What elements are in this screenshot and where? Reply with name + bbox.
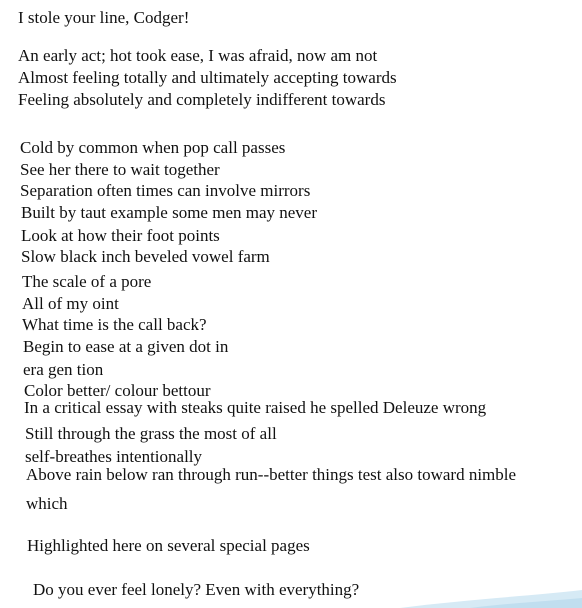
poem-title: I stole your line, Codger!: [18, 8, 190, 27]
poem-line: What time is the call back?: [22, 315, 207, 334]
poem-line: In a critical essay with steaks quite raised he spelled Deleuze wrong: [24, 398, 487, 417]
poem-line: An early act; hot took ease, I was afraid, now am not: [18, 46, 378, 65]
poem-line: Built by taut example some men may never: [21, 203, 318, 222]
poem-line: self-breathes intentionally: [25, 447, 203, 466]
poem-line: Highlighted here on several special pages: [27, 536, 310, 555]
poem-line: Color better/ colour bettour: [24, 381, 211, 400]
poem-line: era gen tion: [23, 360, 104, 379]
poem-line: Feeling absolutely and completely indifferent towards: [18, 90, 386, 109]
poem-line: See her there to wait together: [20, 160, 220, 179]
poem-line: Slow black inch beveled vowel farm: [21, 247, 270, 266]
poem-line: The scale of a pore: [22, 272, 152, 291]
poem-line: Begin to ease at a given dot in: [23, 337, 229, 356]
poem-line: Look at how their foot points: [21, 226, 220, 245]
poem-line: Do you ever feel lonely? Even with everything?: [33, 580, 360, 599]
poem-line: which: [26, 494, 68, 513]
poem-line: Still through the grass the most of all: [25, 424, 277, 443]
poem-line: Almost feeling totally and ultimately accepting towards: [18, 68, 397, 87]
poem-line: All of my oint: [22, 294, 119, 313]
poem-line: Separation often times can involve mirrors: [20, 181, 311, 200]
poem-line: Above rain below ran through run--better things test also toward nimble: [26, 465, 517, 484]
poem-line: Cold by common when pop call passes: [20, 138, 286, 157]
